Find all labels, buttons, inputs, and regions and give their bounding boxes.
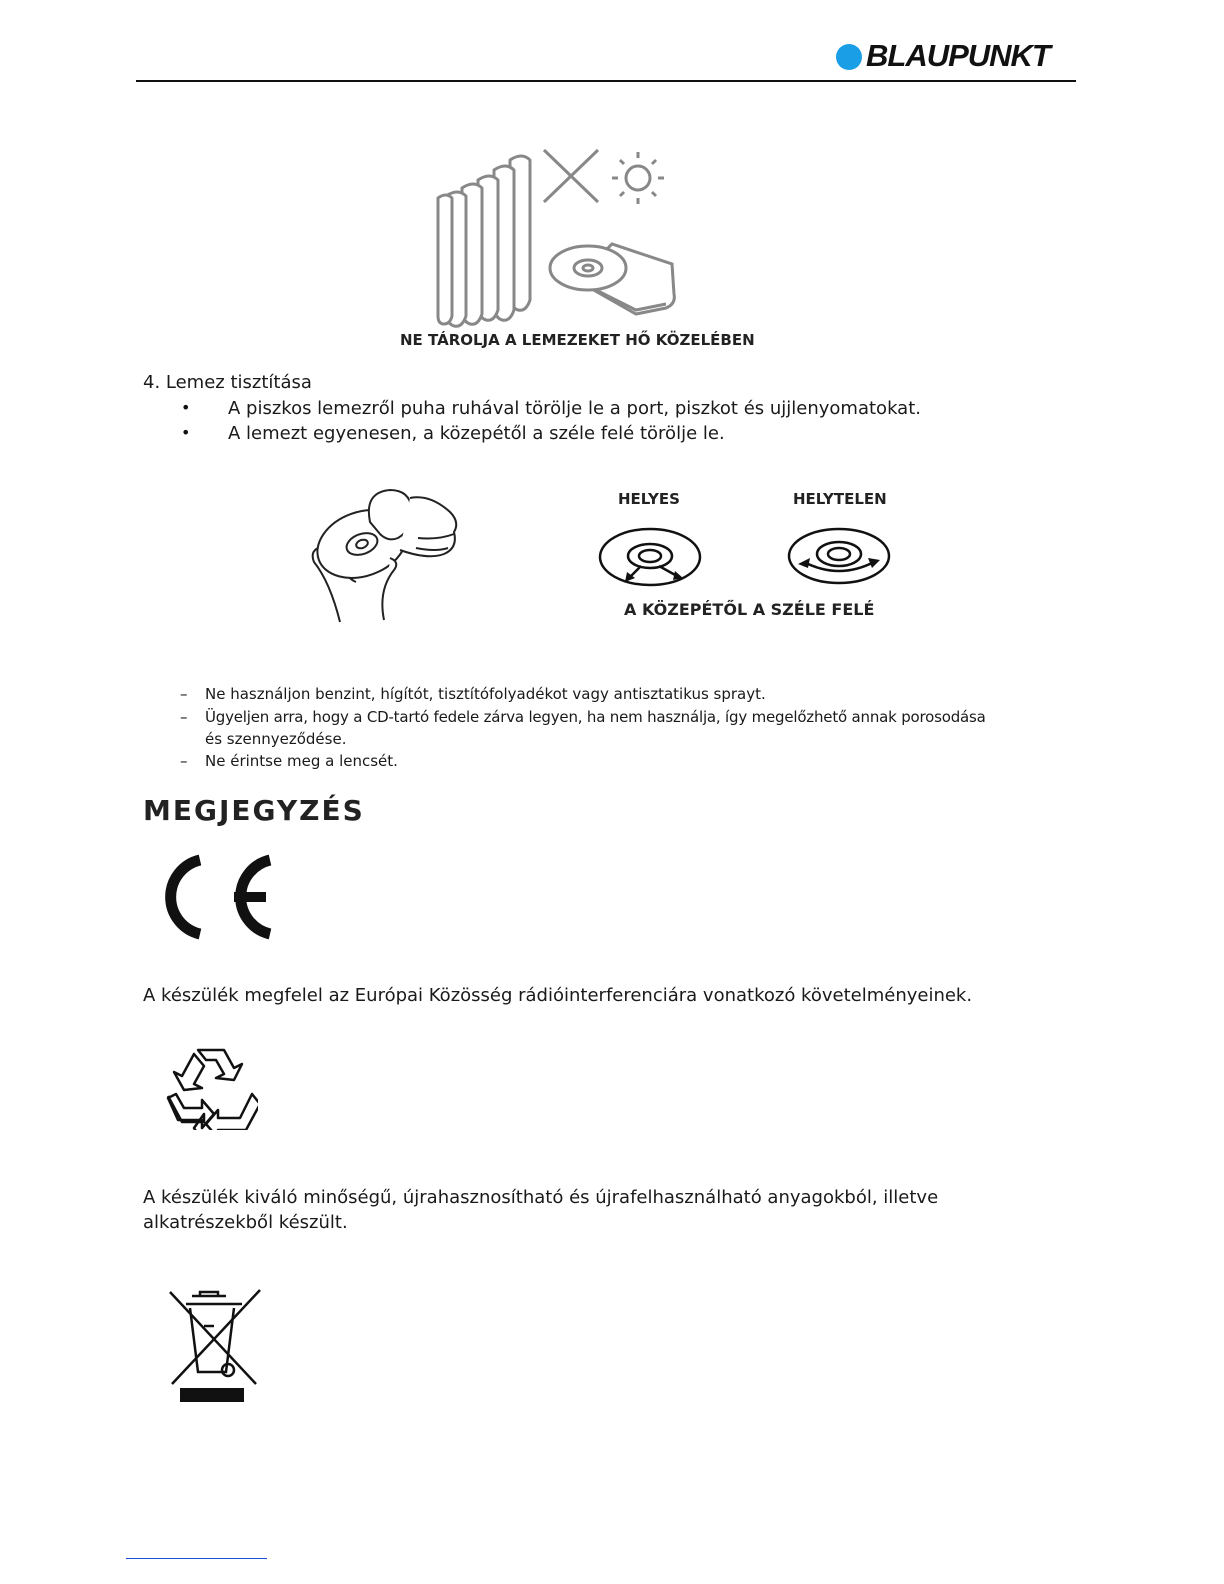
brand-logo-dot (836, 44, 862, 70)
list-item: Ne használjon benzint, hígítót, tisztítófolyadékot vagy antisztatikus sprayt. (205, 685, 766, 703)
label-correct: HELYES (618, 490, 680, 508)
footer-link-underline (126, 1558, 267, 1559)
ce-mark-icon (154, 852, 278, 942)
dash-marker: – (180, 752, 188, 770)
disc-wiping-illustration (300, 482, 470, 627)
heat-warning-illustration (428, 140, 688, 330)
list-item: A lemezt egyenesen, a közepétől a széle felé törölje le. (228, 423, 725, 444)
dash-marker: – (180, 708, 188, 726)
header-divider (136, 80, 1076, 82)
bullet-marker: • (181, 398, 191, 417)
brand-logo: BLAUPUNKT (866, 38, 1050, 73)
ce-text: A készülék megfelel az Európai Közösség rádióinterferenciára vonatkozó követelményeinek. (143, 985, 973, 1006)
note-heading: MEGJEGYZÉS (143, 794, 365, 827)
disc-correct-icon (597, 526, 703, 588)
crossed-bin-icon (164, 1286, 264, 1406)
section-heading-cleaning: 4. Lemez tisztítása (143, 372, 312, 393)
recycle-text-line-1: A készülék kiváló minőségű, újrahasznosítható és újrafelhasználható anyagokból, illetve (143, 1187, 939, 1208)
recycle-text-line-2: alkatrészekből készült. (143, 1212, 348, 1233)
label-wrong: HELYTELEN (793, 490, 887, 508)
list-item-continuation: és szennyeződése. (205, 730, 347, 748)
heat-caption: NE TÁROLJA A LEMEZEKET HŐ KÖZELÉBEN (400, 331, 755, 349)
list-item: Ne érintse meg a lencsét. (205, 752, 398, 770)
wipe-caption: A KÖZEPÉTŐL A SZÉLE FELÉ (624, 600, 875, 619)
list-item: Ügyeljen arra, hogy a CD-tartó fedele zárva legyen, ha nem használja, így megelőzhető annak porosodása (205, 708, 986, 726)
recycle-icon (164, 1046, 258, 1130)
dash-marker: – (180, 685, 188, 703)
list-item: A piszkos lemezről puha ruhával törölje le a port, piszkot és ujjlenyomatokat. (228, 398, 921, 419)
disc-wrong-icon (786, 526, 892, 588)
bullet-marker: • (181, 423, 191, 442)
